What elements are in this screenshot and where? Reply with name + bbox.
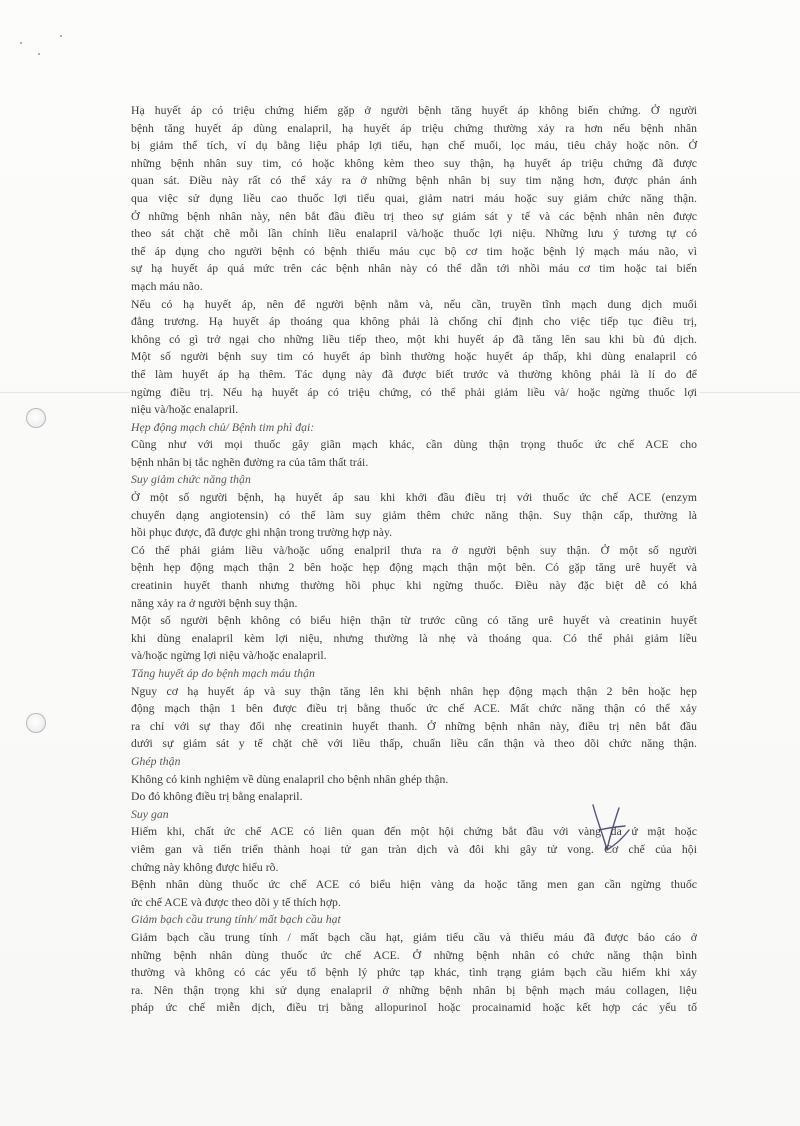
text-line: Nguy cơ hạ huyết áp và suy thận tăng lên khi bệnh nhân hẹp động mạch thận 2 bên hoặc hẹp — [131, 684, 697, 698]
text-line: Cũng như với mọi thuốc gây giãn mạch khác, cần dùng thận trọng thuốc ức chế ACE cho — [131, 438, 697, 452]
text-line: Một số người bệnh không có biểu hiện thận từ trước cũng có tăng urê huyết và creatinin huyết — [131, 614, 697, 628]
text-line: chứng này không được hiểu rõ. — [131, 860, 279, 874]
text-line: bị giảm thể tích, ví dụ bằng liệu pháp lợi tiểu, hạn chế muối, lọc máu, tiêu chảy hoặc nôn. Ở — [131, 139, 697, 153]
text-line: bệnh tăng huyết áp dùng enalapril, hạ huyết áp triệu chứng thường xảy ra hơn nếu bệnh nhân — [131, 121, 697, 135]
document-body — [131, 102, 697, 1017]
section-heading: Ghép thận — [131, 754, 181, 768]
text-line: không có gì trở ngại cho những liều tiếp theo, một khi huyết áp đã tăng lên sau khi bù đủ dịch. — [131, 332, 697, 346]
text-line: pháp ức chế miễn dịch, điều trị bằng allopurinol hoặc procainamid hoặc kết hợp các yếu tố — [131, 1001, 697, 1015]
text-line: thể áp dụng cho người bệnh có bệnh thiếu máu cục bộ cơ tim hoặc bệnh lý mạch máu não, vì — [131, 244, 697, 258]
scan-artifact-line — [700, 392, 800, 393]
text-line: Nếu có hạ huyết áp, nên để người bệnh nằm và, nếu cần, truyền tĩnh mạch dung dịch muối — [131, 297, 697, 311]
section-heading: Giảm bạch cầu trung tính/ mất bạch cầu hạt — [131, 913, 341, 927]
section-heading: Suy gan — [131, 807, 169, 821]
text-line: niệu và/hoặc enalapril. — [131, 403, 239, 417]
text-line: quan sát. Điều này rất có thể xảy ra ở những bệnh nhân bị suy tim nặng hơn, được phản ánh — [131, 174, 697, 188]
punch-hole — [26, 713, 46, 733]
section-heading: Suy giảm chức năng thận — [131, 473, 251, 487]
text-line: Ở những bệnh nhân này, nên bắt đầu điều trị theo sự giám sát y tế và các bệnh nhân nên được — [131, 209, 697, 223]
text-line: động mạch thận 1 bên được điều trị bằng thuốc ức chế ACE. Mất chức năng thận có thể xảy — [131, 702, 697, 716]
text-line: thể làm huyết áp hạ thêm. Tác dụng này đã được biết trước và thường không phải là lí do để — [131, 367, 697, 381]
text-line: chuyển dạng angiotensin) có thể làm suy giảm thêm chức năng thận. Suy thận cấp, thường là — [131, 508, 697, 522]
text-line: ngừng điều trị. Nếu hạ huyết áp có triệu chứng, có thể phải giảm liều và/ hoặc ngừng thuốc lợi — [131, 385, 697, 399]
scan-artifact-line — [0, 392, 130, 393]
text-line: ức chế ACE và được theo dõi y tế thích hợp. — [131, 895, 341, 909]
text-line: bệnh nhân bị tắc nghẽn đường ra của tâm thất trái. — [131, 455, 369, 469]
punch-hole — [26, 408, 46, 428]
handwritten-mark — [585, 800, 635, 860]
text-line: thường và không có các yếu tố bệnh lý phức tạp khác, tình trạng giảm bạch cầu hiếm khi xảy — [131, 966, 697, 980]
scan-speck — [20, 42, 22, 44]
text-line: viêm gan và tiến triển thành hoại tử gan tràn dịch và đôi khi gây tử vong. Cơ chế của hội — [131, 842, 697, 856]
text-line: khi dùng enalapril kèm lợi niệu, nhưng thường là nhẹ và thoáng qua. Có thể phải giảm liều — [131, 631, 697, 645]
text-line: năng xảy ra ở người bệnh suy thận. — [131, 596, 298, 610]
text-line: theo sát chặt chẽ mỗi lần chỉnh liều enalapril và/hoặc thuốc lợi niệu. Những lưu ý tương tự có — [131, 227, 697, 241]
text-line: và/hoặc ngừng lợi niệu và/hoặc enalapril. — [131, 649, 327, 663]
text-line: Do đó không điều trị bằng enalapril. — [131, 790, 303, 804]
text-line: Ở một số người bệnh, hạ huyết áp sau khi khởi đầu điều trị với thuốc ức chế ACE (enzym — [131, 491, 697, 505]
text-line: mạch máu não. — [131, 279, 203, 293]
text-line: Giảm bạch cầu trung tính / mất bạch cầu hạt, giảm tiểu cầu và thiếu máu đã được báo cáo ở — [131, 930, 697, 944]
scan-speck — [60, 35, 62, 37]
text-line: Có thể phải giảm liều và/hoặc uống enalpril thưa ra ở người bệnh suy thận. Ở một số người — [131, 543, 697, 557]
section-heading: Hẹp động mạch chủ/ Bệnh tim phì đại: — [131, 420, 315, 434]
text-line: bệnh hẹp động mạch thận 2 bên hoặc hẹp động mạch thận một bên. Có gặp tăng urê huyết và — [131, 561, 697, 575]
text-line: Hạ huyết áp có triệu chứng hiếm gặp ở người bệnh tăng huyết áp không biến chứng. Ở người — [131, 104, 697, 117]
text-line: đẳng trương. Hạ huyết áp thoáng qua không phải là chống chỉ định cho việc tiếp tục điều trị, — [131, 315, 697, 329]
section-heading: Tăng huyết áp do bệnh mạch máu thận — [131, 667, 315, 680]
text-line: Hiếm khi, chất ức chế ACE có liên quan đến một hội chứng bắt đầu với vàng da ứ mật hoặc — [131, 825, 697, 839]
text-line: creatinin huyết thanh nhưng thường hồi phục khi ngừng thuốc. Điều này đặc biệt dễ có khả — [131, 579, 697, 593]
text-line: những bệnh nhân suy tim, có hoặc không kèm theo suy thận, hạ huyết áp triệu chứng đã được — [131, 156, 697, 170]
text-line: hồi phục được, đã được ghi nhận trong trường hợp này. — [131, 526, 393, 540]
text-line: Một số người bệnh suy tim có huyết áp bình thường hoặc huyết áp thấp, khi dùng enalapril có — [131, 350, 697, 364]
text-line: sự hạ huyết áp quá mức trên các bệnh nhân này có thể dẫn tới nhồi máu cơ tim hoặc tai biến — [131, 262, 697, 276]
text-line: Bệnh nhân dùng thuốc ức chế ACE có biểu hiện vàng da hoặc tăng men gan cần ngừng thuốc — [131, 878, 697, 892]
text-line: qua việc sử dụng liều cao thuốc lợi tiểu quai, giảm natri máu hoặc suy giảm chức năng thận. — [131, 191, 697, 205]
scan-speck — [38, 53, 40, 55]
text-line: ra. Nên thận trọng khi sử dụng enalapril ở những bệnh nhân bị bệnh mạch máu collagen, liệu — [131, 983, 697, 997]
text-line: dưới sự giám sát y tế chặt chẽ với liều thấp, chuẩn liều cẩn thận và theo dõi chức năng thận. — [131, 737, 697, 751]
text-line: những bệnh nhân dùng thuốc ức chế ACE. Ở những bệnh nhân có chức năng thận bình — [131, 948, 697, 962]
text-line: Không có kinh nghiệm về dùng enalapril cho bệnh nhân ghép thận. — [131, 772, 449, 786]
text-line: ra chỉ với sự thay đổi nhẹ creatinin huyết thanh. Ở những bệnh nhân này, điều trị nên bắt đầu — [131, 719, 697, 733]
